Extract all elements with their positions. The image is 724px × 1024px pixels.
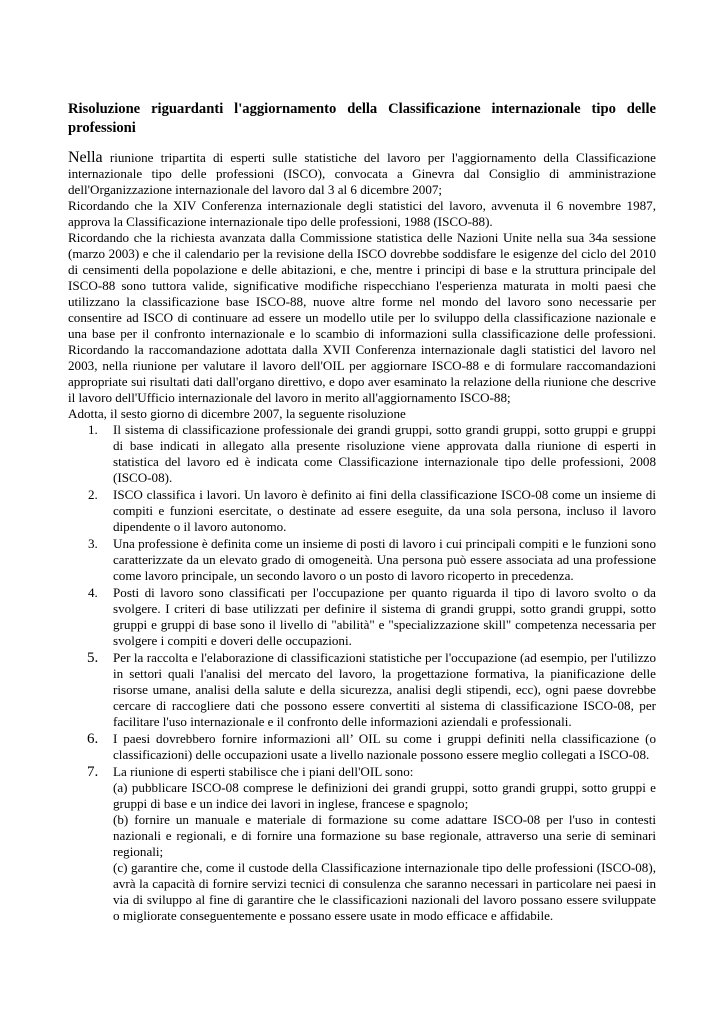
recital-un-commission: Ricordando che la richiesta avanzata dalla Commissione statistica delle Nazioni Unite nella sua 34a sessione (marzo 2003) e che il calendario per la revisione della ISCO dovrebbe soddisfare le esigenze del ciclo del 2010 di censimenti della popolazione e delle abitazioni, e che, mentre i principi di base e la struttura principale del ISCO-88 sono tuttora valide, significative modifiche rispecchiano l'esperienza maturata in molti paesi che utilizzano la classificazione base ISCO-88, nuove altre forme nel mondo del lavoro sono necessarie per consentire ad ISCO di continuare ad essere un modello utile per lo sviluppo della classificazione nazionale e una base per il confronto internazionale e lo scambio di informazioni sulla classificazione delle professioni. Ricordando la raccomandazione adottata dalla XVII Conferenza internazionale dagli statistici del lavoro nel 2003, nella riunione per valutare il lavoro dell'OIL per aggiornare ISCO-88 e di formulare raccomandazioni appropriate sui risultati dati dall'organo direttivo, e dopo aver esaminato la relazione della riunione che descrive il lavoro dell'Ufficio internazionale del lavoro in merito all'aggiornamento ISCO-88; — [68, 230, 656, 405]
list-item — [68, 764, 656, 924]
item-number: 4. — [88, 585, 98, 600]
item-7-point-a: (a) pubblicare ISCO-08 comprese le definizioni dei grandi gruppi, sotto grandi gruppi, sotto gruppi e gruppi di base e un indice dei lavori in inglese, francese e spagnolo; — [113, 780, 656, 811]
recital-1987: Ricordando che la XIV Conferenza internazionale degli statistici del lavoro, avvenuta il 6 novembre 1987, approva la Classificazione internazionale tipo delle professioni, 1988 (ISCO-88). — [68, 198, 656, 229]
list-item — [68, 487, 656, 535]
list-item — [68, 731, 656, 763]
list-item — [68, 650, 656, 730]
item-text: Il sistema di classificazione professionale dei grandi gruppi, sotto grandi gruppi, sotto gruppi e gruppi di base indicati in allegato alla presente risoluzione viene approvata dalla riunione di esperti in statistica del lavoro ed è indicata come Classificazione internazionale tipo delle professioni, 2008 (ISCO-08). — [113, 422, 656, 485]
item-7-intro: La riunione di esperti stabilisce che i piani dell'OIL sono: — [113, 764, 414, 779]
intro-text: riunione tripartita di esperti sulle statistiche del lavoro per l'aggiornamento della Classificazione internazionale tipo delle professioni (ISCO), convocata a Ginevra dal Consiglio di amministrazione dell'Organizzazione internazionale del lavoro dal 3 al 6 dicembre 2007; — [68, 150, 656, 197]
lead-word: Nella — [68, 149, 103, 166]
item-text: ISCO classifica i lavori. Un lavoro è definito ai fini della classificazione ISCO-08 come un insieme di compiti e funzioni esercitate, o destinate ad essere eseguite, da una sola persona, incluso il lavoro dipendente o il lavoro autonomo. — [113, 487, 656, 534]
item-7-point-c: (c) garantire che, come il custode della Classificazione internazionale tipo delle professioni (ISCO-08), avrà la capacità di fornire servizi tecnici di consulenza che saranno necessari in particolare nei paesi in via di sviluppo al fine di garantire che le classificazioni nazionali del lavoro possano essere sviluppate o migliorate conseguentemente e possano essere usate in modo efficace e affidabile. — [113, 860, 656, 923]
item-number: 6. — [87, 731, 99, 747]
list-item — [68, 585, 656, 649]
list-item — [68, 536, 656, 584]
item-number: 2. — [88, 487, 98, 502]
document-title: Risoluzione riguardanti l'aggiornamento della Classificazione internazionale tipo delle professioni — [68, 101, 656, 136]
item-number: 1. — [88, 422, 98, 437]
list-item — [68, 422, 656, 486]
item-text: Posti di lavoro sono classificati per l'occupazione per quanto riguarda il tipo di lavoro svolto o da svolgere. I criteri di base utilizzati per definire il sistema di grandi gruppi, sotto grandi gruppi, sotto gruppi e gruppi di base sono il livello di "abilità" e "specializzazione skill" competenza necessaria per svolgere i compiti e doveri delle occupazioni. — [113, 585, 656, 648]
item-text: Una professione è definita come un insieme di posti di lavoro i cui principali compiti e le funzioni sono caratterizzate da un elevato grado di omogeneità. Una persona può essere associata ad una professione come lavoro principale, un secondo lavoro o un posto di lavoro ricoperto in precedenza. — [113, 536, 656, 583]
adoption-statement: Adotta, il sesto giorno di dicembre 2007, la seguente risoluzione — [68, 406, 406, 421]
item-number: 7. — [87, 764, 99, 780]
item-7-point-b: (b) fornire un manuale e materiale di formazione su come adattare ISCO-08 per l'uso in contesti nazionali e regionali, e di fornire una formazione su base regionale, attraverso una serie di seminari regionali; — [113, 812, 656, 859]
document-page — [68, 100, 656, 925]
resolution-list — [68, 422, 656, 924]
intro-paragraph — [68, 150, 656, 198]
item-number: 3. — [88, 536, 98, 551]
item-text: I paesi dovrebbero fornire informazioni all’ OIL su come i gruppi definiti nella classificazione (o classificazioni) delle occupazioni usate a livello nazionale possono essere meglio collegati a ISCO-08. — [113, 731, 656, 762]
item-number: 5. — [87, 650, 99, 666]
item-text: Per la raccolta e l'elaborazione di classificazioni statistiche per l'occupazione (ad esempio, per l'utilizzo in settori quali l'analisi del mercato del lavoro, la progettazione formativa, la pianificazione delle risorse umane, analisi della salute e della sicurezza, analisi degli stipendi, ecc), ogni paese dovrebbe cercare di raccogliere dati che possono essere convertiti al sistema di classificazione ISCO-08, per facilitare l'uso internazionale e il confronto delle informazioni aziendali e professionali. — [113, 650, 656, 729]
